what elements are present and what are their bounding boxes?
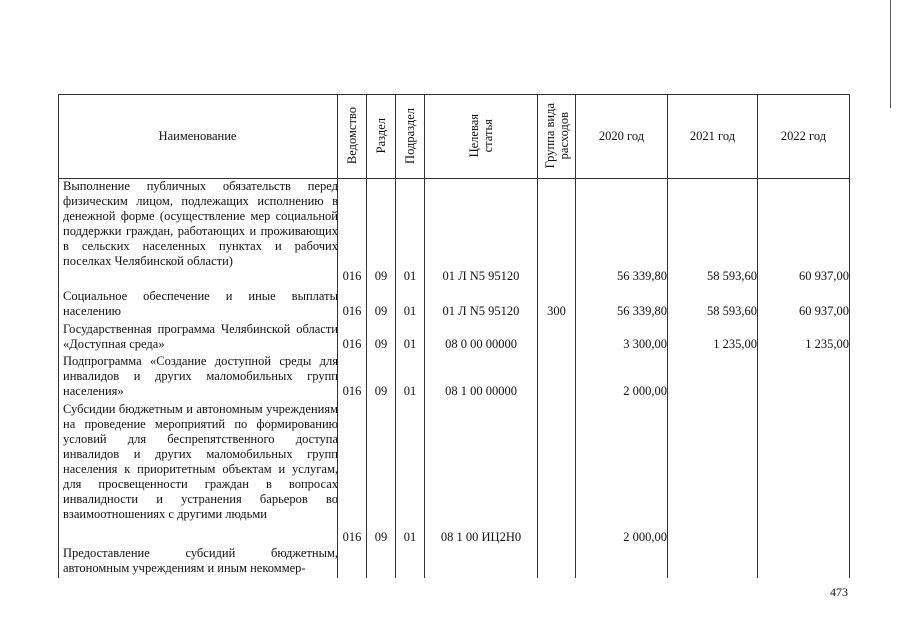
header-2022: 2022 год: [780, 129, 827, 143]
row-2020: 56 339,80: [617, 304, 667, 318]
row-2020: 2 000,00: [623, 384, 667, 398]
row-ved: 016: [342, 269, 362, 283]
row-gruppa-vida: 300: [547, 304, 566, 318]
row-name: Субсидии бюджетным и автономным учреждениям на проведение мероприятий по формированию условий для беспрепятственного доступа инвалидов и других маломобильных групп населения к приоритетным объектам и услугам, для просвещенности граждан в вопросах инвалидности и устранения барьеров во взаимоотношениях с другими людьми: [63, 402, 338, 521]
header-2021: 2021 год: [689, 129, 736, 143]
page-number: 473: [830, 585, 848, 599]
margin-rule: [890, 0, 891, 108]
row-name: Государственная программа Челябинской области «Доступная среда»: [63, 322, 338, 351]
row-celevaya-statya: 08 1 00 00000: [445, 384, 517, 398]
row-ved: 016: [342, 337, 362, 351]
row-razdel: 09: [374, 269, 388, 283]
row-podrazdel: 01: [403, 337, 417, 351]
row-celevaya-statya: 01 Л N5 95120: [442, 269, 520, 283]
row-2021: 1 235,00: [713, 337, 757, 351]
row-2022: 60 937,00: [799, 269, 849, 283]
header-name: Наименование: [158, 129, 237, 143]
budget-table: [58, 94, 850, 578]
row-ved: 016: [342, 304, 362, 318]
header-podrazdel: Подраздел: [403, 108, 417, 164]
row-name: Предоставление субсидий бюджетным, автономным учреждениям и иным некоммер-: [63, 546, 338, 575]
row-razdel: 09: [374, 304, 388, 318]
header-gruppa-vida: Группа вида расходов: [542, 103, 571, 169]
row-podrazdel: 01: [403, 269, 417, 283]
row-name: Выполнение публичных обязательств перед физическим лицом, подлежащих исполнению в денежной форме (осуществление мер социальной поддержки граждан, работающих и проживающих в сельских населенных пунктах и рабочих поселках Челябинской области): [63, 179, 338, 268]
row-2020: 3 300,00: [623, 337, 667, 351]
header-2020: 2020 год: [598, 129, 645, 143]
row-name: Подпрограмма «Создание доступной среды для инвалидов и других маломобильных групп населения»: [63, 354, 338, 398]
row-podrazdel: 01: [403, 530, 417, 544]
row-razdel: 09: [374, 384, 388, 398]
row-celevaya-statya: 08 1 00 ИЦ2Н0: [440, 530, 522, 544]
row-celevaya-statya: 08 0 00 00000: [445, 337, 517, 351]
row-2020: 2 000,00: [623, 530, 667, 544]
row-2020: 56 339,80: [617, 269, 667, 283]
row-2021: 58 593,60: [707, 269, 757, 283]
row-razdel: 09: [374, 530, 388, 544]
row-2022: 60 937,00: [799, 304, 849, 318]
row-celevaya-statya: 01 Л N5 95120: [442, 304, 520, 318]
row-podrazdel: 01: [403, 304, 417, 318]
row-2021: 58 593,60: [707, 304, 757, 318]
row-ved: 016: [342, 384, 362, 398]
row-name: Социальное обеспечение и иные выплаты населению: [63, 289, 338, 318]
header-razdel: Раздел: [374, 118, 388, 154]
row-2022: 1 235,00: [805, 337, 849, 351]
col-rule: [849, 94, 850, 578]
row-podrazdel: 01: [403, 384, 417, 398]
row-ved: 016: [342, 530, 362, 544]
row-razdel: 09: [374, 337, 388, 351]
header-celevaya-statya: Целевая статья: [467, 114, 495, 158]
header-ved: Ведомство: [345, 107, 359, 165]
